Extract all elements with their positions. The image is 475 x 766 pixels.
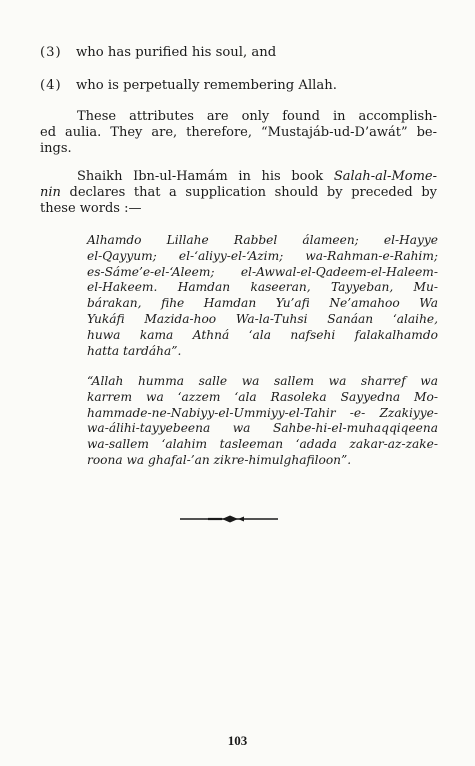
book-title: nin	[40, 185, 61, 200]
list-item-3	[40, 45, 440, 61]
prayer-line: el-Hakeem. Hamdan kaseeran, Tayyeban, Mu-	[87, 280, 438, 295]
supplication-salat	[87, 374, 438, 469]
prayer-line: el-Qayyum; el-‘aliyy-el-‘Azim; wa-Rahman-e-Rahim;	[87, 248, 438, 263]
prayer-line: Alhamdo Lillahe Rabbel álameen; el-Hayye	[87, 233, 438, 247]
paragraph-line: these words :—	[40, 201, 142, 216]
prayer-line: hatta tardáha”.	[87, 343, 182, 358]
book-title: Salah-al-Mome-	[333, 169, 437, 184]
paragraph-line: ed aulia. They are, therefore, “Mustajáb-ud-D’awát” be-	[40, 125, 437, 140]
prayer-line: huwa kama Athná ‘ala nafsehi falakalhamdo	[87, 327, 438, 342]
divider-ornament-icon	[178, 513, 280, 525]
paragraph-line: These attributes are only found in accomplish-	[77, 109, 437, 124]
ibn-ul-hamam-paragraph	[40, 169, 437, 217]
prayer-line: wa-álihi-tayyebeena wa Sahbe-hi-el-muhaqqiqeena	[87, 421, 438, 436]
prayer-line: “Allah humma salle wa sallem wa sharref wa	[87, 374, 438, 388]
prayer-line: hammade-ne-Nabiyy-el-Ummiyy-el-Tahir -e- Zzakiyye-	[87, 405, 438, 420]
list-item-4	[40, 78, 440, 94]
supplication-hamd	[87, 233, 438, 359]
list-number: (4)	[40, 78, 62, 93]
prayer-line: karrem wa ‘azzem ‘ala Rasoleka Sayyedna Mo-	[87, 389, 438, 404]
attributes-paragraph	[40, 109, 437, 157]
list-text: who is perpetually remembering Allah.	[76, 78, 337, 93]
prayer-line: es-Sáme’e-el-‘Aleem; el-Awwal-el-Qadeem-el-Haleem-	[87, 264, 438, 279]
prayer-line: roona wa ghafal-’an zikre-himulghafiloon”.	[87, 452, 352, 467]
prayer-line: Yukáfi Mazida-hoo Wa-la-Tuhsi Sanáan ‘alaihe,	[87, 311, 438, 326]
paragraph-text: Shaikh Ibn-ul-Hamám in his book	[77, 169, 334, 184]
prayer-line: wa-sallem ‘alahim tasleeman ‘adada zakar-az-zake-	[87, 437, 438, 452]
paragraph-line: ings.	[40, 141, 72, 156]
page-number: 103	[227, 733, 248, 748]
prayer-line: bárakan, fihe Hamdan Yu’afi Ne’amahoo Wa	[87, 296, 438, 311]
paragraph-line	[40, 185, 437, 201]
paragraph-text: declares that a supplication should by preceded by	[60, 185, 437, 200]
list-text: who has purified his soul, and	[76, 45, 277, 60]
list-number: (3)	[40, 45, 62, 60]
paragraph-line	[40, 169, 437, 185]
